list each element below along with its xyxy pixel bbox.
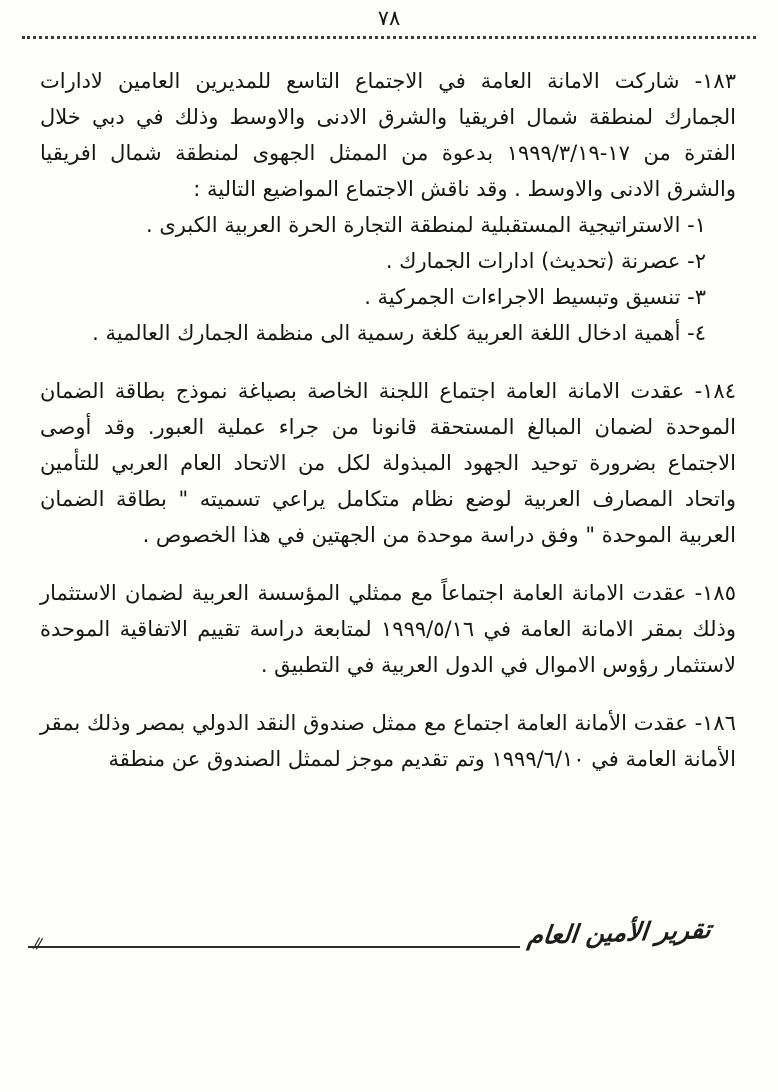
document-body <box>0 39 778 777</box>
paragraph-number: ١٨٣- <box>694 69 736 93</box>
page-header <box>0 0 778 39</box>
paragraph-text-block <box>40 705 736 777</box>
paragraph-183 <box>40 63 736 351</box>
footer-signature: تقرير الأمين العام <box>526 914 713 951</box>
list-item: ٣- تنسيق وتبسيط الاجراءات الجمركية . <box>364 285 706 309</box>
paragraph-text: عقدت الامانة العامة اجتماع اللجنة الخاصة بصياغة نموذج بطاقة الضمان الموحدة لضمان المبالغ المستحقة قانونا من جراء عملية العبور. وقد أوصى الاجتماع بضرورة توحيد الجهود المبذولة لكل من الاتحاد العام العربي للتأمين واتحاد المصارف العربية لوضع نظام متكامل يراعي تسميته " بطاقة الضمان العربية الموحدة " وفق دراسة موحدة من الجهتين في هذا الخصوص . <box>40 379 736 547</box>
list-item: ٤- أهمية ادخال اللغة العربية كلغة رسمية الى منظمة الجمارك العالمية . <box>92 321 706 345</box>
paragraph-text: عقدت الأمانة العامة اجتماع مع ممثل صندوق النقد الدولي بمصر وذلك بمقر الأمانة العامة في ١٩٩٩/٦/١٠ وتم تقديم موجز لممثل الصندوق عن منطقة <box>40 711 736 771</box>
list-item: ١- الاستراتيجية المستقبلية لمنطقة التجارة الحرة العربية الكبرى . <box>146 213 706 237</box>
page-number: ٧٨ <box>377 6 401 30</box>
paragraph-185 <box>40 575 736 683</box>
footer-rule <box>28 946 520 948</box>
list-item: ٢- عصرنة (تحديث) ادارات الجمارك . <box>385 249 706 273</box>
paragraph-number: ١٨٥- <box>694 581 736 605</box>
paragraph-text-block <box>40 63 736 207</box>
paragraph-number: ١٨٤- <box>694 379 736 403</box>
paragraph-184 <box>40 373 736 553</box>
page-footer <box>28 916 750 970</box>
paragraph-text: شاركت الامانة العامة في الاجتماع التاسع للمديرين العامين لادارات الجمارك لمنطقة شمال افريقيا والشرق الادنى والاوسط وذلك في دبي خلال الفترة من ١٧-١٩٩٩/٣/١٩ بدعوة من الممثل الجهوى لمنطقة شمال افريقيا والشرق الادنى والاوسط . وقد ناقش الاجتماع المواضيع التالية : <box>40 69 736 201</box>
paragraph-text-block <box>40 373 736 553</box>
paragraph-number: ١٨٦- <box>694 711 736 735</box>
paragraph-text-block <box>40 575 736 683</box>
footer-hatch-marks: // <box>32 933 42 953</box>
paragraph-text: عقدت الامانة العامة اجتماعاً مع ممثلي المؤسسة العربية لضمان الاستثمار وذلك بمقر الامانة العامة في ١٩٩٩/٥/١٦ لمتابعة دراسة تقييم الاتفاقية الموحدة لاستثمار رؤوس الاموال في الدول العربية في التطبيق . <box>40 581 736 677</box>
paragraph-186 <box>40 705 736 777</box>
